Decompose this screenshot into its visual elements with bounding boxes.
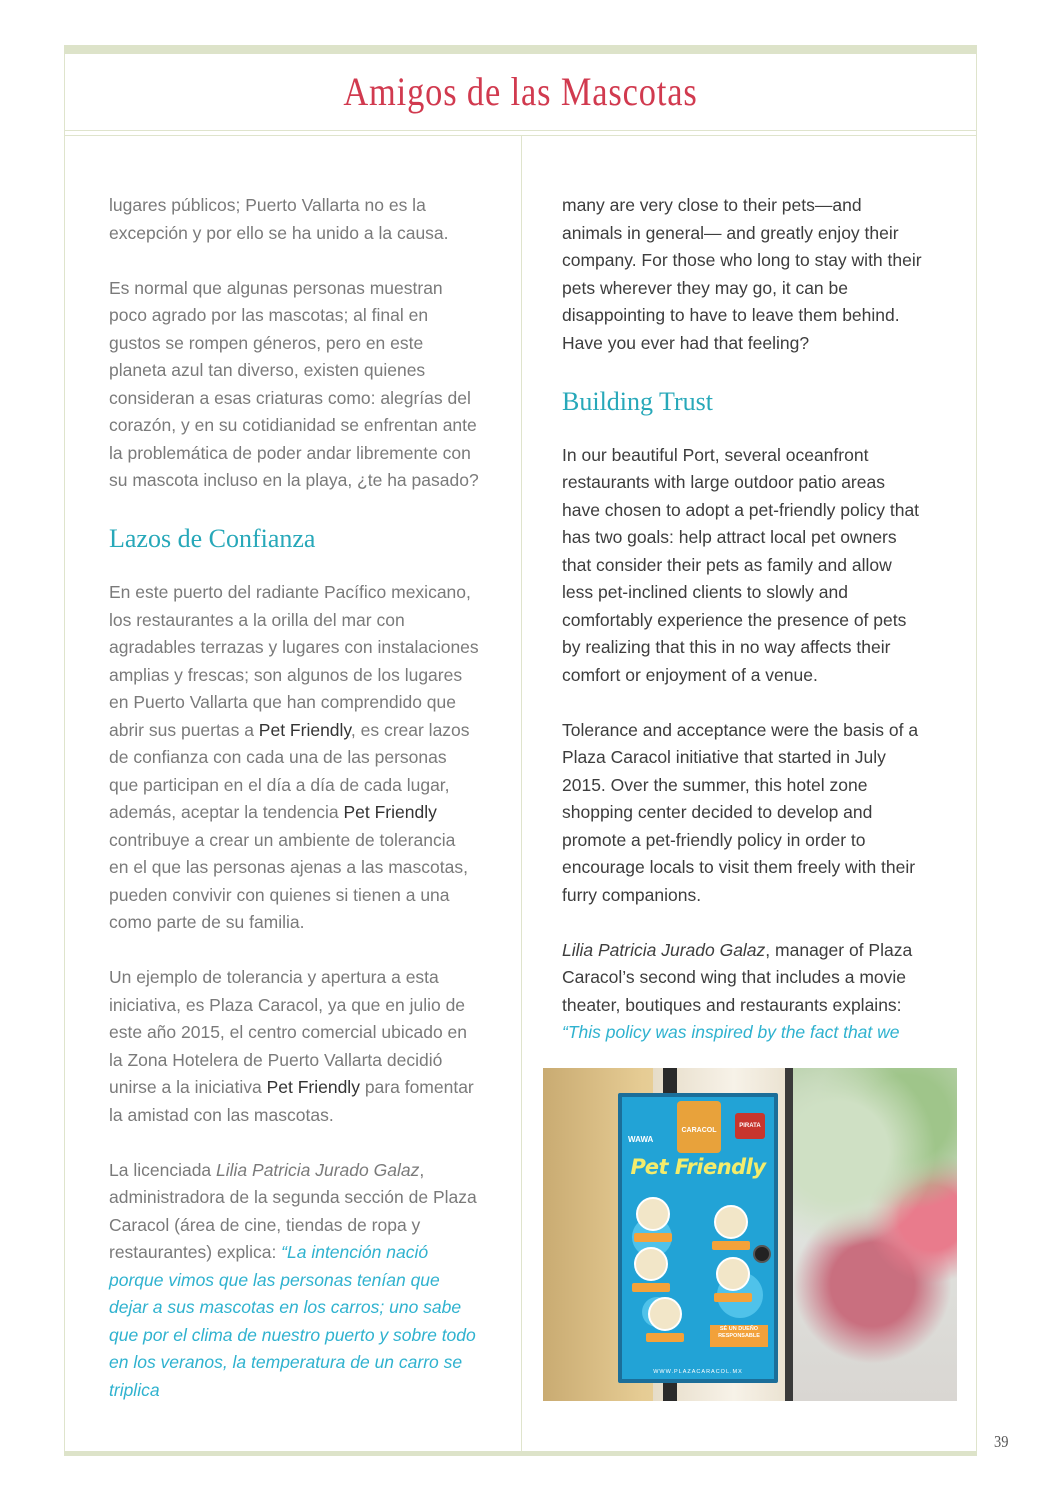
pet-friendly-term: Pet Friendly <box>258 719 351 740</box>
frame-right-rule <box>976 54 977 1452</box>
paragraph: La licenciada Lilia Patricia Jurado Galaz, administradora de la segunda sección de Plaza Caracol (área de cine, tiendas de ropa y restaurantes) explica: “La intención nació porque vimos que las personas tenían que dejar a sus mascotas en los carros; uno sabe que por el clima de nuestro puerto y sobre todo en los veranos, la temperatura de un carro se triplica <box>109 1159 477 1400</box>
dispenser-knob <box>753 1245 771 1263</box>
caracol-logo: CARACOL <box>677 1101 721 1153</box>
sign-title: Pet Friendly <box>630 1155 766 1179</box>
sign-step-bin-icon <box>648 1297 682 1331</box>
sign-step-dog-icon <box>714 1205 748 1239</box>
sign-step-tag <box>632 1283 670 1292</box>
page-number: 39 <box>994 1432 1009 1451</box>
sign-slogan: SÉ UN DUEÑO RESPONSABLE <box>710 1325 768 1347</box>
sign-url: WWW.PLAZACARACOL.MX <box>653 1369 743 1375</box>
paragraph: lugares públicos; Puerto Vallarta no es la excepción y por ello se ha unido a la causa. <box>109 195 449 243</box>
pet-friendly-term: Pet Friendly <box>266 1077 360 1097</box>
bottom-border-bar <box>64 1451 977 1456</box>
wawa-logo: WAWA <box>628 1135 654 1144</box>
page-title: Amigos de las Mascotas <box>343 69 698 114</box>
sign-step-tag <box>712 1241 750 1250</box>
paragraph: Lilia Patricia Jurado Galaz, manager of Plaza Caracol’s second wing that includes a movie theater, boutiques and restaurants explains: “This policy was inspired by the fact that we <box>562 939 913 1042</box>
paragraph: En este puerto del radiante Pacífico mexicano, los restaurantes a la orilla del mar con agradables terrazas y lugares con instalaciones amplias y frescas; son algunos de los lugares en Puerto Vallarta que han comprendido que abrir sus puertas a Pet Friendly, es crear lazos de confianza con cada una de las personas que participan en el día a día de cada lugar, además, aceptar la tendencia Pet Friendly contribuye a crear un ambiente de tolerancia en el que las personas ajenas a las mascotas, pueden convivir con quienes si tienen a una como parte de su familia. <box>109 582 479 932</box>
right-column <box>562 192 922 1074</box>
section-heading: Building Trust <box>562 386 714 416</box>
sign-step-dog-icon <box>636 1197 670 1231</box>
pet-friendly-sign <box>618 1093 778 1383</box>
sign-step-bag-icon <box>634 1247 668 1281</box>
title-rule <box>64 130 977 131</box>
section-heading: Lazos de Confianza <box>109 524 316 553</box>
sign-step-tag <box>714 1293 752 1302</box>
pet-friendly-photo <box>543 1068 957 1401</box>
paragraph: Un ejemplo de tolerancia y apertura a esta iniciativa, es Plaza Caracol, ya que en julio de este año 2015, el centro comercial ubicado en la Zona Hotelera de Puerto Vallarta decidió unirse a la iniciativa Pet Friendly para fomentar la amistad con las mascotas. <box>109 967 474 1125</box>
photo-post <box>785 1068 793 1401</box>
top-border-bar <box>64 45 977 54</box>
pull-quote: “This policy was inspired by the fact that we <box>562 1022 900 1042</box>
person-name: Lilia Patricia Jurado Galaz <box>562 939 766 960</box>
sign-step-dog-icon <box>716 1257 750 1291</box>
photo-blurred-background <box>788 1068 957 1401</box>
paragraph: In our beautiful Port, several oceanfront restaurants with large outdoor patio areas have chosen to adopt a pet-friendly policy that has two goals: help attract local pet owners that consider their pets as family and allow less pet-inclined clients to slowly and comfortably experience the presence of pets by realizing that this in no way affects their comfort or enjoyment of a venue. <box>562 444 920 685</box>
left-column <box>109 192 479 1432</box>
paragraph: Tolerance and acceptance were the basis of a Plaza Caracol initiative that started in July 2015. Over the summer, this hotel zone shopping center decided to develop and promote a pet-friendly policy in order to encourage locals to visit them freely with their furry companions. <box>562 719 919 905</box>
sign-step-tag <box>646 1333 684 1342</box>
person-name: Lilia Patricia Jurado Galaz <box>216 1159 420 1180</box>
paragraph: many are very close to their pets—and animals in general— and greatly enjoy their company. For those who long to stay with their pets wherever they may go, it can be disappointing to have to leave them behind. Have you ever had that feeling? <box>562 195 922 353</box>
paragraph: Es normal que algunas personas muestran poco agrado por las mascotas; al final en gustos se rompen géneros, pero en este planeta azul tan diverso, existen quienes consideran a esas criaturas como: alegrías del corazón, y en su cotidianidad se enfrentan ante la problemática de poder andar libremente con su mascota incluso en la playa, ¿te ha pasado? <box>109 277 479 490</box>
pull-quote: “La intención nació porque vimos que las personas tenían que dejar a sus mascotas en los carros; uno sabe que por el clima de nuestro puerto y sobre todo en los veranos, la temperatura de un carro se triplica <box>109 1242 476 1400</box>
column-divider <box>521 136 522 1451</box>
sign-step-tag <box>634 1233 672 1242</box>
pet-friendly-term: Pet Friendly <box>343 802 437 822</box>
frame-left-rule <box>64 54 65 1452</box>
pirata-logo: PIRATA <box>735 1113 765 1139</box>
